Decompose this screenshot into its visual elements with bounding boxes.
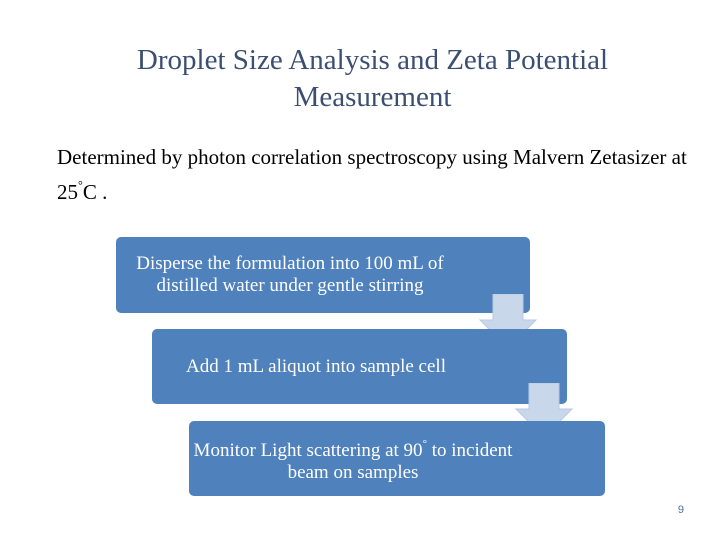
body-text-main: Determined by photon correlation spectroscopy using Malvern Zetasizer at 25	[57, 145, 687, 204]
degree-symbol: °	[78, 178, 83, 192]
flow-step-3-label	[189, 433, 517, 484]
flow-step-1-label: Disperse the formulation into 100 mL of distilled water under gentle stirring	[136, 253, 444, 296]
page-number: 9	[677, 504, 684, 516]
degree-symbol: °	[422, 438, 427, 450]
slide-title: Droplet Size Analysis and Zeta Potential Measurement	[136, 44, 609, 113]
flow-step-3-tail: to incident beam on samples	[287, 440, 513, 483]
flow-step-2	[152, 329, 567, 404]
flow-step-1	[116, 237, 530, 313]
body-text	[57, 143, 697, 206]
flow-step-2-label: Add 1 mL aliquot into sample cell	[186, 355, 446, 377]
flow-step-3-main: Monitor Light scattering at 90	[193, 440, 423, 461]
flow-step-3	[189, 421, 605, 496]
body-text-tail: C .	[82, 180, 108, 204]
